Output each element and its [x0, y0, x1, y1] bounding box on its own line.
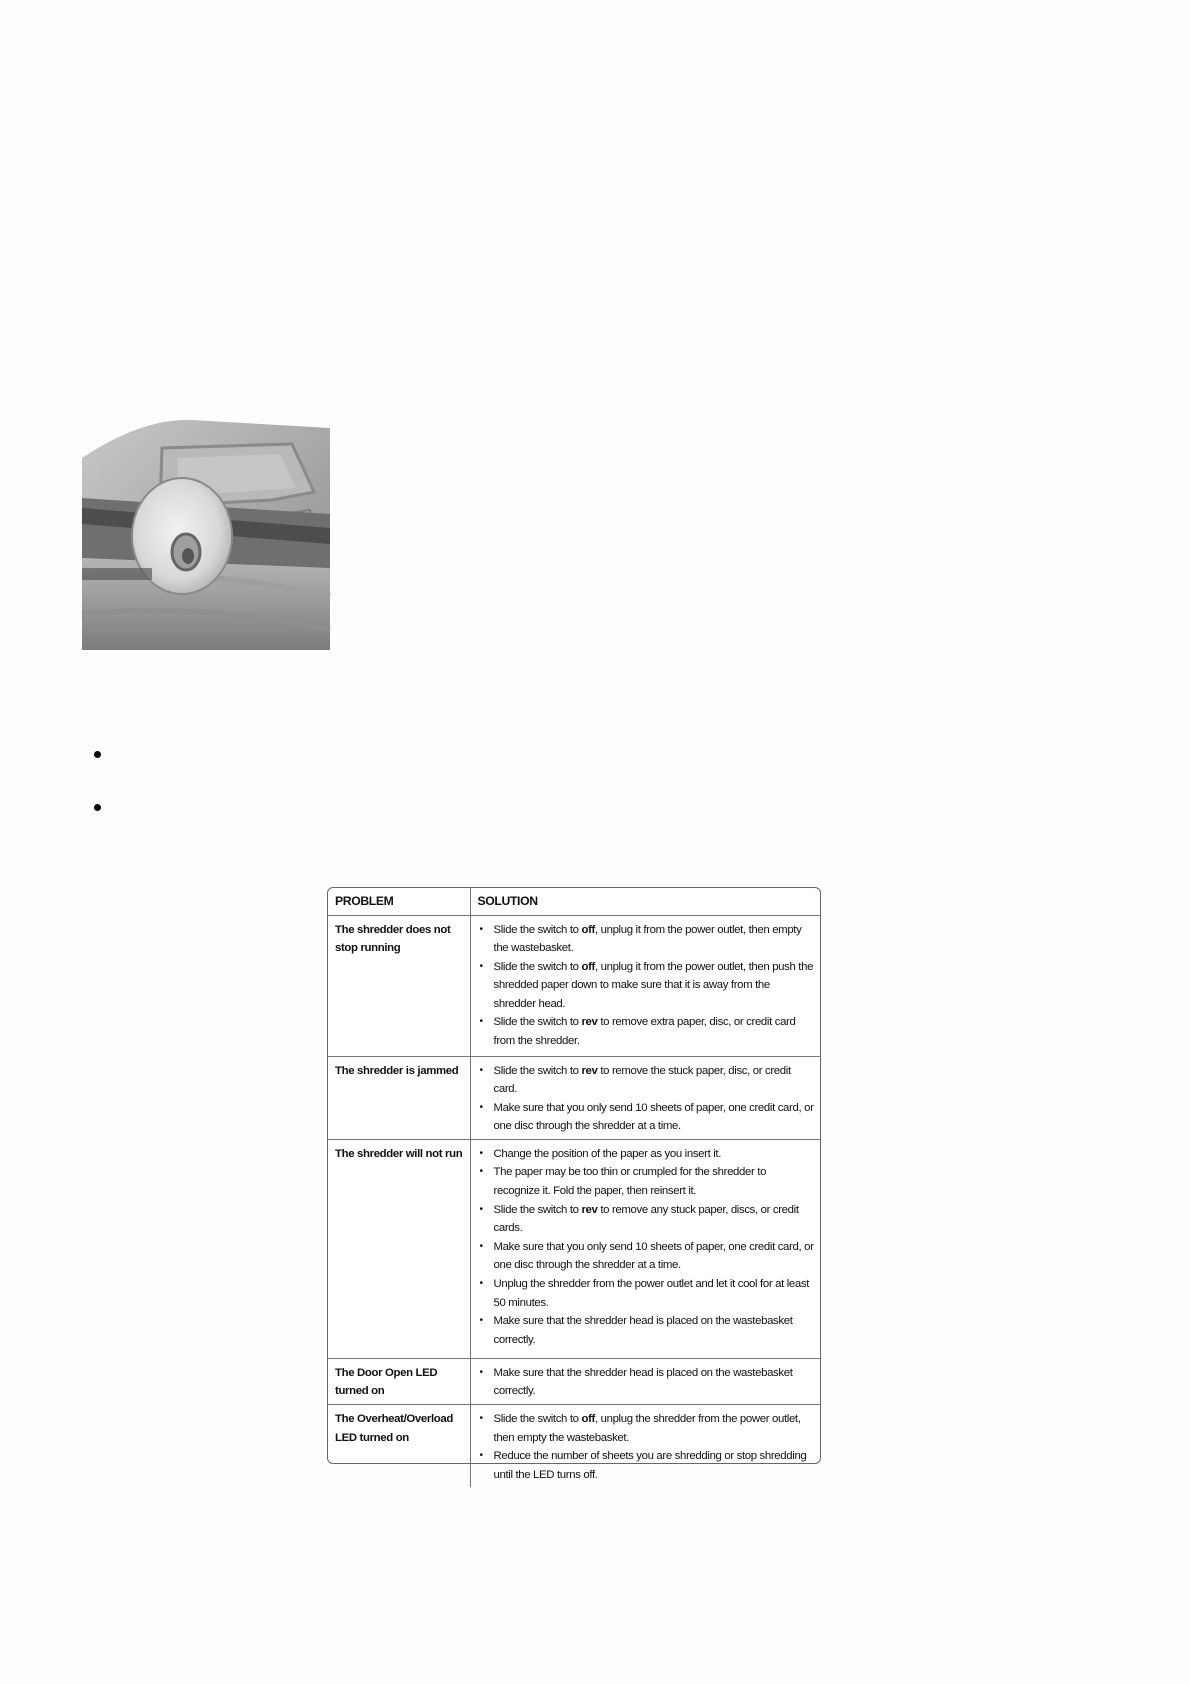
solution-cell	[470, 1405, 820, 1488]
solution-item: • Slide the switch to off, unplug the shredder from the power outlet, then empty the wastebasket.	[478, 1410, 815, 1447]
problem-cell: The shredder will not run	[328, 1139, 470, 1358]
solution-cell	[470, 1056, 820, 1139]
list-bullet-2	[94, 804, 101, 811]
solution-item: • Make sure that you only send 10 sheets of paper, one credit card, or one disc through the shredder at a time.	[478, 1238, 815, 1275]
table-row	[328, 1358, 820, 1404]
problem-cell: The shredder is jammed	[328, 1056, 470, 1139]
problem-cell: The Overheat/Overload LED turned on	[328, 1405, 470, 1488]
solution-item: • Unplug the shredder from the power outlet and let it cool for at least 50 minutes.	[478, 1275, 815, 1312]
solution-item: • Slide the switch to rev to remove any stuck paper, discs, or credit cards.	[478, 1201, 815, 1238]
solution-item: • Slide the switch to off, unplug it from the power outlet, then push the shredded paper down to make sure that it is away from the shredder head.	[478, 958, 815, 1014]
solution-column-header: SOLUTION	[470, 888, 820, 915]
table-row	[328, 1405, 820, 1488]
solution-item: • Make sure that the shredder head is placed on the wastebasket correctly.	[478, 1312, 815, 1349]
solution-item: • The paper may be too thin or crumpled for the shredder to recognize it. Fold the paper, then reinsert it.	[478, 1163, 815, 1200]
table-row	[328, 1056, 820, 1139]
solution-item: • Slide the switch to rev to remove extra paper, disc, or credit card from the shredder.	[478, 1013, 815, 1050]
troubleshooting-table	[327, 887, 821, 1481]
table-row	[328, 915, 820, 1056]
problem-column-header: PROBLEM	[328, 888, 470, 915]
shredder-disc-slot-photo	[82, 418, 330, 650]
solution-item: • Make sure that you only send 10 sheets of paper, one credit card, or one disc through the shredder at a time.	[478, 1099, 815, 1136]
solution-item: • Slide the switch to off, unplug it from the power outlet, then empty the wastebasket.	[478, 921, 815, 958]
solution-cell	[470, 1139, 820, 1358]
shredder-photo	[82, 418, 330, 650]
solution-cell	[470, 1358, 820, 1404]
list-bullet-1	[94, 751, 101, 758]
problem-cell: The shredder does not stop running	[328, 915, 470, 1056]
table-header-row	[328, 888, 820, 915]
solution-cell	[470, 915, 820, 1056]
solution-item: • Change the position of the paper as you insert it.	[478, 1145, 815, 1164]
solution-item: • Slide the switch to rev to remove the stuck paper, disc, or credit card.	[478, 1062, 815, 1099]
solution-item: • Reduce the number of sheets you are shredding or stop shredding until the LED turns off.	[478, 1447, 815, 1484]
problem-cell: The Door Open LED turned on	[328, 1358, 470, 1404]
table-row	[328, 1139, 820, 1358]
solution-item: • Make sure that the shredder head is placed on the wastebasket correctly.	[478, 1364, 815, 1401]
